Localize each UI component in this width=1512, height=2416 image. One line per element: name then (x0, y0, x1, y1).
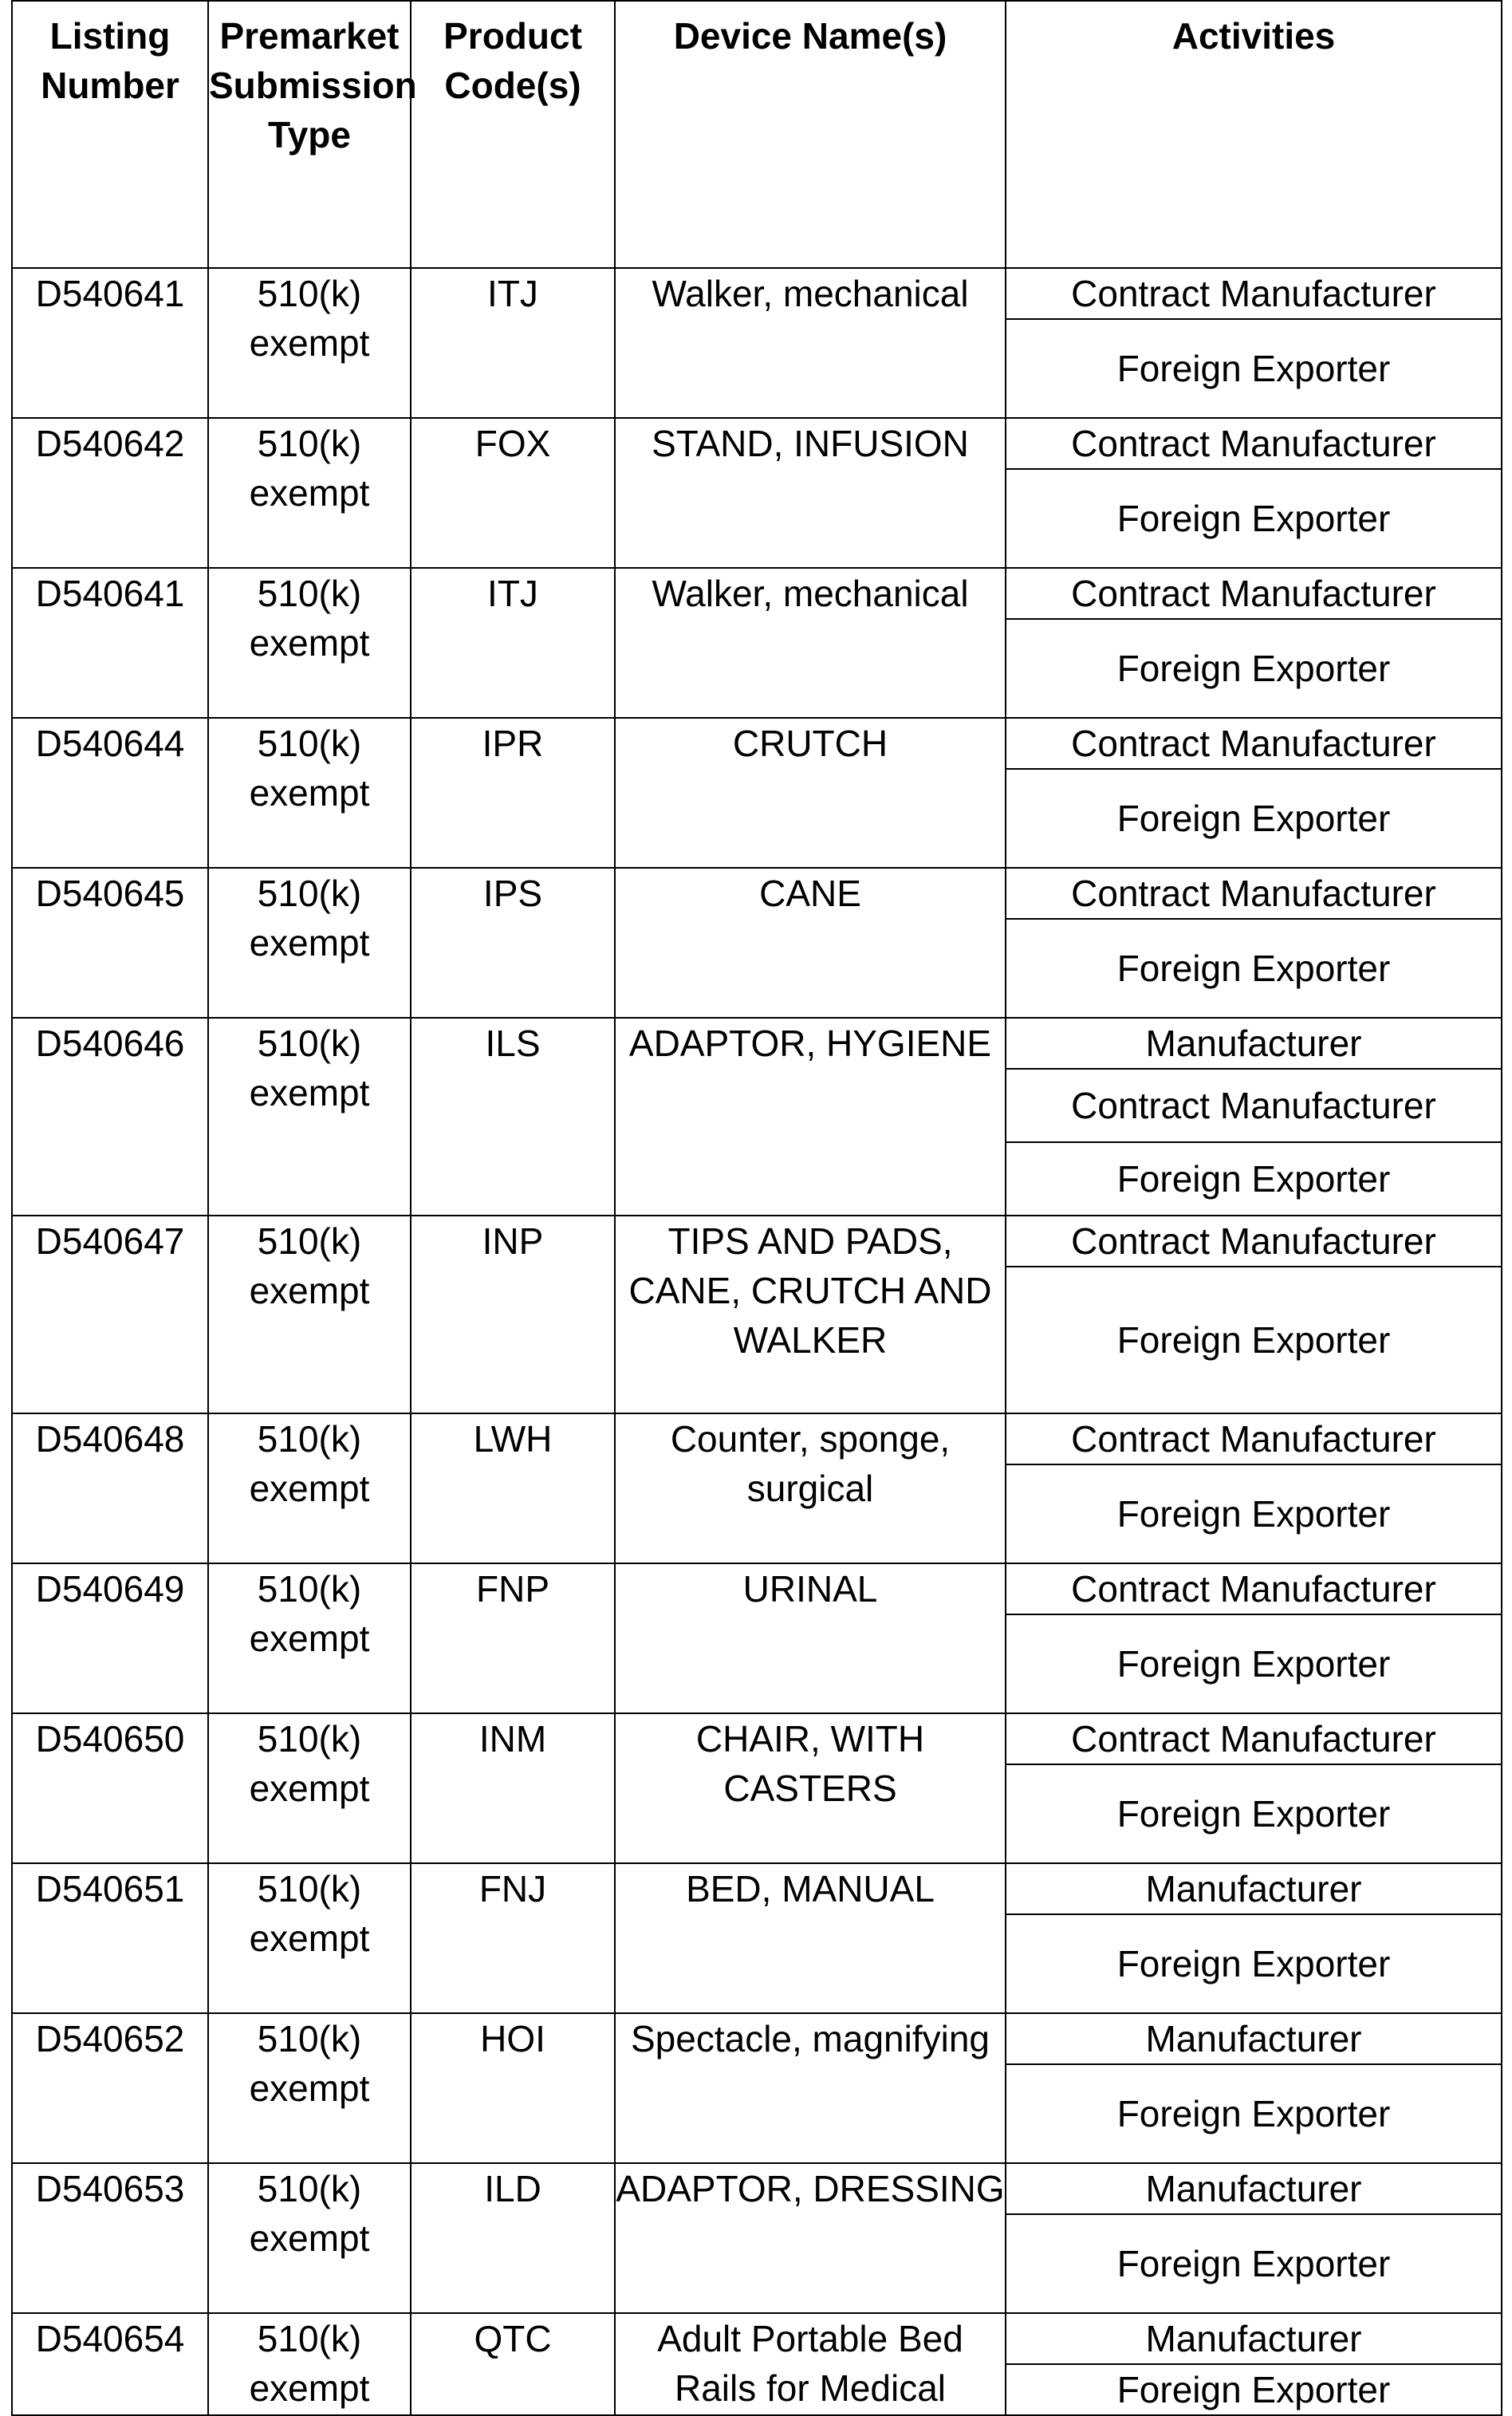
activities-cell (1006, 2163, 1502, 2313)
header-listing-number: Listing Number (12, 1, 208, 268)
submission-type-cell: 510(k) exempt (208, 2013, 411, 2163)
table-row (12, 718, 1502, 868)
submission-type-cell: 510(k) exempt (208, 1018, 411, 1216)
activities-list (1006, 1019, 1501, 1215)
product-code-cell: FNJ (411, 1863, 615, 2013)
listing-number-cell: D540649 (12, 1563, 208, 1713)
activity-item: Foreign Exporter (1006, 1913, 1501, 2012)
activity-item: Foreign Exporter (1006, 2063, 1501, 2162)
device-listing-table (11, 0, 1502, 2416)
activities-list (1006, 1216, 1501, 1413)
submission-type-cell: 510(k) exempt (208, 1563, 411, 1713)
activities-list (1006, 569, 1501, 717)
submission-type-cell: 510(k) exempt (208, 718, 411, 868)
product-code-cell: ITJ (411, 268, 615, 418)
activity-item: Foreign Exporter (1006, 768, 1501, 867)
activities-cell (1006, 2313, 1502, 2415)
activities-cell (1006, 268, 1502, 418)
device-name-cell: TIPS AND PADS, CANE, CRUTCH AND WALKER (615, 1216, 1006, 1413)
device-name-cell: Walker, mechanical (615, 268, 1006, 418)
device-name-cell: Walker, mechanical (615, 568, 1006, 718)
table-row (12, 1863, 1502, 2013)
table-row (12, 1713, 1502, 1863)
submission-type-cell: 510(k) exempt (208, 1713, 411, 1863)
submission-type-cell: 510(k) exempt (208, 1863, 411, 2013)
activity-item: Foreign Exporter (1006, 318, 1501, 417)
activity-item: Contract Manufacturer (1071, 1418, 1436, 1460)
activity-item: Contract Manufacturer (1071, 423, 1436, 464)
activity-item: Contract Manufacturer (1071, 1718, 1436, 1760)
activities-cell (1006, 1018, 1502, 1216)
activity-item: Foreign Exporter (1006, 468, 1501, 567)
activities-list (1006, 1864, 1501, 2012)
listing-number-cell: D540642 (12, 418, 208, 568)
product-code-cell: INP (411, 1216, 615, 1413)
device-name-cell: Counter, sponge, surgical (615, 1413, 1006, 1563)
table-row (12, 568, 1502, 718)
activities-list (1006, 1414, 1501, 1563)
activities-list (1006, 2314, 1501, 2414)
device-name-cell: STAND, INFUSION (615, 418, 1006, 568)
header-product-codes: Product Code(s) (411, 1, 615, 268)
table-row (12, 1413, 1502, 1563)
activity-item: Foreign Exporter (1006, 1141, 1501, 1215)
table-row (12, 418, 1502, 568)
activities-cell (1006, 1863, 1502, 2013)
table-row (12, 1216, 1502, 1413)
device-name-cell: URINAL (615, 1563, 1006, 1713)
activity-item: Foreign Exporter (1006, 918, 1501, 1017)
submission-type-cell: 510(k) exempt (208, 2313, 411, 2415)
listing-number-cell: D540645 (12, 868, 208, 1018)
table-row (12, 2013, 1502, 2163)
listing-number-cell: D540641 (12, 268, 208, 418)
activities-list (1006, 419, 1501, 567)
activity-item: Manufacturer (1145, 1868, 1362, 1910)
product-code-cell: ILD (411, 2163, 615, 2313)
activities-list (1006, 1564, 1501, 1712)
device-listing-sheet (11, 0, 1501, 2416)
activity-item: Foreign Exporter (1006, 1266, 1501, 1413)
header-activities: Activities (1006, 1, 1502, 268)
listing-number-cell: D540647 (12, 1216, 208, 1413)
device-name-cell: ADAPTOR, HYGIENE (615, 1018, 1006, 1216)
header-device-names: Device Name(s) (615, 1, 1006, 268)
activities-cell (1006, 568, 1502, 718)
activity-item: Foreign Exporter (1006, 1614, 1501, 1712)
table-row (12, 1563, 1502, 1713)
activity-item: Contract Manufacturer (1071, 723, 1436, 764)
product-code-cell: QTC (411, 2313, 615, 2415)
table-body (12, 268, 1502, 2415)
product-code-cell: IPS (411, 868, 615, 1018)
listing-number-cell: D540646 (12, 1018, 208, 1216)
activity-item: Manufacturer (1145, 2018, 1362, 2059)
listing-number-cell: D540652 (12, 2013, 208, 2163)
device-name-cell: CANE (615, 868, 1006, 1018)
device-name-cell: ADAPTOR, DRESSING (615, 2163, 1006, 2313)
activities-list (1006, 719, 1501, 867)
listing-number-cell: D540648 (12, 1413, 208, 1563)
device-name-cell: Spectacle, magnifying (615, 2013, 1006, 2163)
activity-item: Foreign Exporter (1006, 2213, 1501, 2312)
submission-type-cell: 510(k) exempt (208, 568, 411, 718)
activities-list (1006, 269, 1501, 417)
activity-item: Manufacturer (1145, 1023, 1362, 1064)
activities-list (1006, 869, 1501, 1017)
listing-number-cell: D540641 (12, 568, 208, 718)
table-row (12, 1018, 1502, 1216)
activities-list (1006, 2014, 1501, 2162)
device-name-cell: CRUTCH (615, 718, 1006, 868)
listing-number-cell: D540644 (12, 718, 208, 868)
activities-cell (1006, 1713, 1502, 1863)
table-row (12, 2163, 1502, 2313)
activity-item: Contract Manufacturer (1071, 573, 1436, 614)
listing-number-cell: D540650 (12, 1713, 208, 1863)
activities-cell (1006, 1216, 1502, 1413)
table-header (12, 1, 1502, 268)
activity-item: Contract Manufacturer (1071, 1220, 1436, 1262)
activity-item: Foreign Exporter (1006, 1464, 1501, 1563)
activity-item: Contract Manufacturer (1071, 873, 1436, 914)
activities-cell (1006, 1563, 1502, 1713)
submission-type-cell: 510(k) exempt (208, 868, 411, 1018)
submission-type-cell: 510(k) exempt (208, 1216, 411, 1413)
activities-list (1006, 1714, 1501, 1862)
activity-item: Manufacturer (1145, 2318, 1362, 2359)
activity-item: Manufacturer (1145, 2168, 1362, 2209)
listing-number-cell: D540651 (12, 1863, 208, 2013)
header-row (12, 1, 1502, 268)
activities-cell (1006, 418, 1502, 568)
device-name-cell: BED, MANUAL (615, 1863, 1006, 2013)
activity-item: Contract Manufacturer (1071, 273, 1436, 314)
activities-cell (1006, 718, 1502, 868)
product-code-cell: ILS (411, 1018, 615, 1216)
activity-item: Contract Manufacturer (1006, 1068, 1501, 1141)
device-name-cell: CHAIR, WITH CASTERS (615, 1713, 1006, 1863)
submission-type-cell: 510(k) exempt (208, 1413, 411, 1563)
activities-cell (1006, 2013, 1502, 2163)
product-code-cell: INM (411, 1713, 615, 1863)
activities-cell (1006, 1413, 1502, 1563)
activities-cell (1006, 868, 1502, 1018)
activity-item: Foreign Exporter (1006, 2363, 1501, 2414)
product-code-cell: FOX (411, 418, 615, 568)
device-name-cell: Adult Portable Bed Rails for Medical (615, 2313, 1006, 2415)
product-code-cell: FNP (411, 1563, 615, 1713)
submission-type-cell: 510(k) exempt (208, 268, 411, 418)
product-code-cell: LWH (411, 1413, 615, 1563)
activity-item: Foreign Exporter (1006, 1764, 1501, 1862)
product-code-cell: HOI (411, 2013, 615, 2163)
header-submission-type: Premarket Submission Type (208, 1, 411, 268)
activity-item: Foreign Exporter (1006, 618, 1501, 717)
listing-number-cell: D540654 (12, 2313, 208, 2415)
product-code-cell: IPR (411, 718, 615, 868)
submission-type-cell: 510(k) exempt (208, 418, 411, 568)
table-row (12, 2313, 1502, 2415)
product-code-cell: ITJ (411, 568, 615, 718)
listing-number-cell: D540653 (12, 2163, 208, 2313)
table-row (12, 868, 1502, 1018)
activity-item: Contract Manufacturer (1071, 1568, 1436, 1610)
activities-list (1006, 2164, 1501, 2312)
table-row (12, 268, 1502, 418)
submission-type-cell: 510(k) exempt (208, 2163, 411, 2313)
